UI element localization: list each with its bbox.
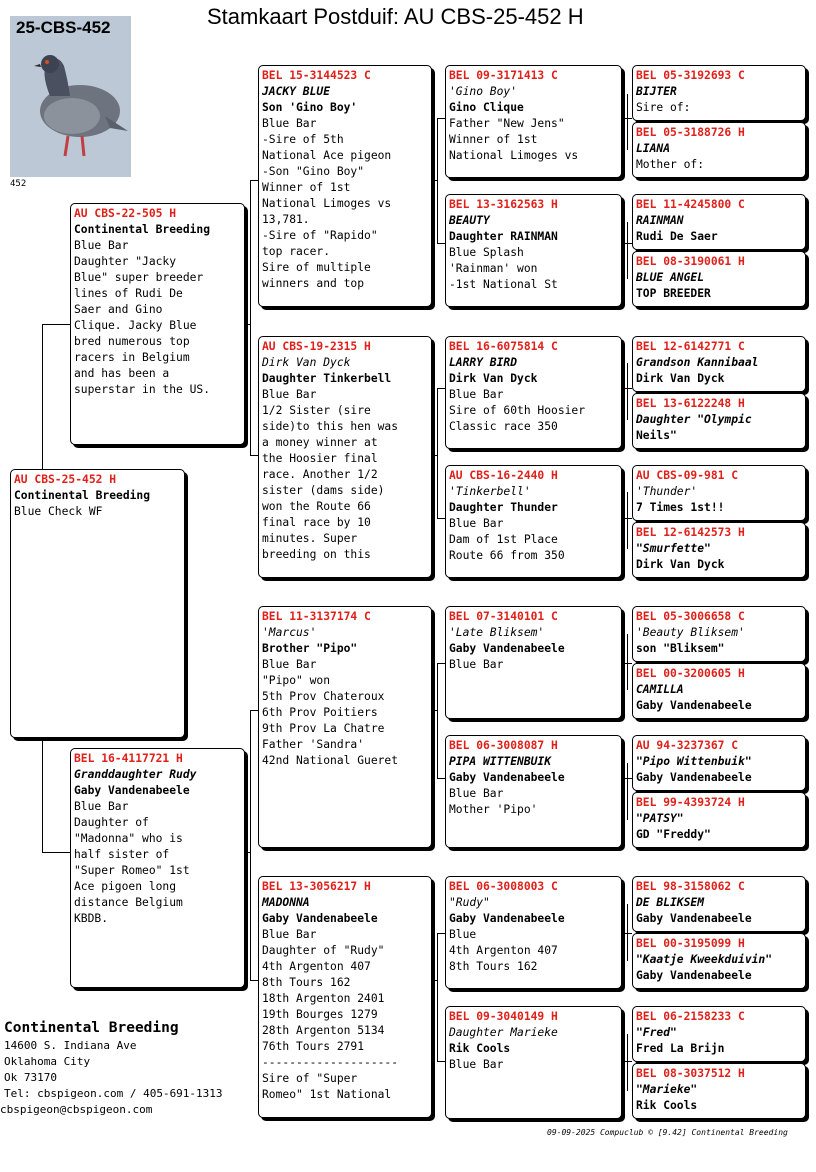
breeder-name: Continental Breeding: [4, 1020, 179, 1036]
breeder: Continental Breeding: [14, 489, 151, 502]
gen4-card: BEL 05-3192693 C BIJTER Sire of:: [632, 65, 806, 121]
gen4-card: BEL 08-3190061 H BLUE ANGEL TOP BREEDER: [632, 251, 806, 307]
gen3-card: BEL 16-6075814 C LARRY BIRD Dirk Van Dyck Blue Bar Sire of 60th Hoosier Classic race 350: [445, 336, 622, 449]
address-line: Oklahoma City: [4, 1055, 91, 1068]
breeder-contact: [0, 1018, 223, 1118]
gen4-card: BEL 12-6142573 H "Smurfette" Dirk Van Dyck: [632, 522, 806, 578]
ring-number: AU CBS-22-505 H: [74, 207, 177, 220]
gen3-card: BEL 07-3140101 C 'Late Bliksem' Gaby Vandenabeele Blue Bar: [445, 606, 622, 719]
ring-number: AU CBS-25-452 H: [14, 473, 117, 486]
sire-card: AU CBS-22-505 H Continental Breeding Blue Bar Daughter "Jacky Blue" super breeder lines of Rudi De Saer and Gino Clique. Jacky Blue bred numerous top racers in Belgium and has been a superstar in the US.: [70, 203, 245, 445]
ring-number: BEL 16-4117721 H: [74, 752, 183, 765]
contact-line: Tel: cbspigeon.com / 405-691-1313: [4, 1087, 223, 1100]
dam-card: BEL 16-4117721 H Granddaughter Rudy Gaby Vandenabeele Blue Bar Daughter of "Madonna" who is half sister of "Super Romeo" 1st Ace pigoen long distance Belgium KBDB.: [70, 748, 245, 988]
address-line: Ok 73170: [4, 1071, 57, 1084]
pigeon-photo: [10, 16, 131, 177]
grandsire-maternal-card: BEL 11-3137174 C 'Marcus' Brother "Pipo" Blue Bar "Pipo" won 5th Prov Chateroux 6th Prov Poitiers 9th Prov La Chatre Father 'Sandra' 42nd National Gueret: [258, 606, 432, 848]
gen3-card: BEL 06-3008087 H PIPA WITTENBUIK Gaby Vandenabeele Blue Bar Mother 'Pipo': [445, 735, 622, 848]
photo-caption: 452: [10, 179, 27, 189]
pigeon-icon: [10, 16, 131, 177]
gen3-card: BEL 09-3171413 C 'Gino Boy' Gino Clique Father "New Jens" Winner of 1st National Limoges vs: [445, 65, 622, 178]
gen4-card: BEL 06-2158233 C "Fred" Fred La Brijn: [632, 1006, 806, 1062]
subject-card: [10, 469, 185, 738]
gen4-card: BEL 98-3158062 C DE BLIKSEM Gaby Vandenabeele: [632, 876, 806, 932]
color: Blue Check WF: [14, 505, 103, 518]
address-line: 14600 S. Indiana Ave: [4, 1039, 137, 1052]
gen3-card: BEL 06-3008003 C "Rudy" Gaby Vandenabeele Blue 4th Argenton 407 8th Tours 162: [445, 876, 622, 989]
grandsire-paternal-card: BEL 15-3144523 C JACKY BLUE Son 'Gino Boy' Blue Bar -Sire of 5th National Ace pigeon -Son "Gino Boy" Winner of 1st National Limoges vs 13,781. -Sire of "Rapido" top racer. Sire of multiple winners and top: [258, 65, 432, 307]
gen4-card: BEL 00-3195099 H "Kaatje Kweekduivin" Gaby Vandenabeele: [632, 933, 806, 989]
gen3-card: BEL 09-3040149 H Daughter Marieke Rik Cools Blue Bar: [445, 1006, 622, 1119]
photo-label: 25-CBS-452: [16, 18, 111, 37]
granddam-paternal-card: AU CBS-19-2315 H Dirk Van Dyck Daughter Tinkerbell Blue Bar 1/2 Sister (sire side)to this hen was a money winner at the Hoosier final race. Another 1/2 sister (dams side) won the Route 66 final race by 10 minutes. Super breeding on this: [258, 336, 432, 578]
gen4-card: BEL 00-3200605 H CAMILLA Gaby Vandenabeele: [632, 663, 806, 719]
gen4-card: BEL 08-3037512 H "Marieke" Rik Cools: [632, 1063, 806, 1119]
gen4-card: BEL 12-6142771 C Grandson Kannibaal Dirk Van Dyck: [632, 336, 806, 392]
gen4-card: BEL 05-3188726 H LIANA Mother of:: [632, 122, 806, 178]
page-title: Stamkaart Postduif: AU CBS-25-452 H: [207, 4, 584, 29]
email-line: cbspigeon@cbspigeon.com: [0, 1103, 153, 1116]
gen4-card: BEL 11-4245800 C RAINMAN Rudi De Saer: [632, 194, 806, 250]
gen4-card: BEL 13-6122248 H Daughter "Olympic Neils": [632, 393, 806, 449]
gen4-card: AU CBS-09-981 C 'Thunder' 7 Times 1st!!: [632, 465, 806, 521]
gen4-card: BEL 99-4393724 H "PATSY" GD "Freddy": [632, 792, 806, 848]
gen4-card: AU 94-3237367 C "Pipo Wittenbuik" Gaby Vandenabeele: [632, 735, 806, 791]
granddam-maternal-card: BEL 13-3056217 H MADONNA Gaby Vandenabeele Blue Bar Daughter of "Rudy" 4th Argenton 407 8th Tours 162 18th Argenton 2401 19th Bourges 1279 28th Argenton 5134 76th Tours 2791 -------------------- Sire of "Super Romeo" 1st National: [258, 876, 432, 1118]
gen3-card: BEL 13-3162563 H BEAUTY Daughter RAINMAN Blue Splash 'Rainman' won -1st National St: [445, 194, 622, 307]
gen3-card: AU CBS-16-2440 H 'Tinkerbell' Daughter Thunder Blue Bar Dam of 1st Place Route 66 from 350: [445, 465, 622, 578]
print-stamp: 09-09-2025 Compuclub © [9.42] Continental Breeding: [547, 1128, 788, 1137]
gen4-card: BEL 05-3006658 C 'Beauty Bliksem' son "Bliksem": [632, 606, 806, 662]
